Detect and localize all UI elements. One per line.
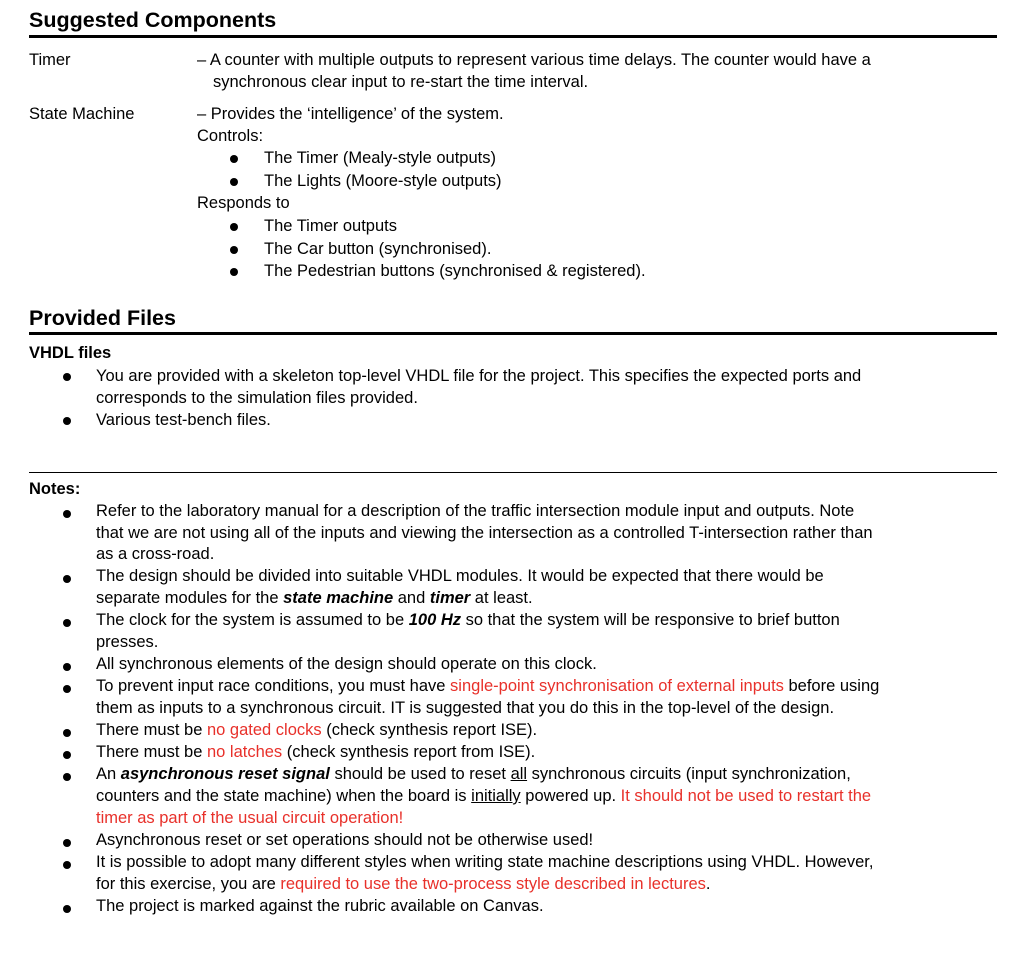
responds-item: The Timer outputs	[264, 217, 397, 235]
bullet-icon	[63, 510, 71, 518]
bullet-icon	[63, 663, 71, 671]
note-line: Asynchronous reset or set operations should not be otherwise used!	[96, 831, 594, 849]
bullet-icon	[63, 685, 71, 693]
note-line: Refer to the laboratory manual for a description of the traffic intersection module input and outputs. Note	[96, 502, 855, 520]
bullet-icon	[63, 773, 71, 781]
controls-item: The Lights (Moore-style outputs)	[264, 172, 502, 190]
bullet-icon	[63, 905, 71, 913]
provided-file-item: Various test-bench files.	[96, 411, 271, 429]
responds-label: Responds to	[197, 194, 290, 212]
note-line: There must be no latches (check synthesis report from ISE).	[96, 743, 536, 761]
note-line: timer as part of the usual circuit operation!	[96, 809, 404, 827]
bullet-icon	[63, 751, 71, 759]
bullet-icon	[63, 619, 71, 627]
bullet-icon	[230, 223, 238, 231]
provided-file-item-line2: corresponds to the simulation files provided.	[96, 389, 418, 407]
heading-rule	[29, 332, 997, 335]
note-line: for this exercise, you are required to use the two-process style described in lectures.	[96, 875, 711, 893]
bullet-icon	[63, 575, 71, 583]
note-line: presses.	[96, 633, 159, 651]
note-line: The project is marked against the rubric available on Canvas.	[96, 897, 544, 915]
responds-item: The Pedestrian buttons (synchronised & registered).	[264, 262, 646, 280]
notes-divider	[29, 472, 997, 473]
note-line: them as inputs to a synchronous circuit. IT is suggested that you do this in the top-level of the design.	[96, 699, 835, 717]
bullet-icon	[63, 861, 71, 869]
note-line: There must be no gated clocks (check synthesis report ISE).	[96, 721, 538, 739]
note-line: as a cross-road.	[96, 545, 215, 563]
state-machine-description: – Provides the ‘intelligence’ of the system.	[197, 105, 504, 123]
suggested-components-heading: Suggested Components	[29, 8, 277, 32]
note-line: To prevent input race conditions, you must have single-point synchronisation of external inputs before using	[96, 677, 880, 695]
vhdl-files-subheading: VHDL files	[29, 344, 112, 362]
timer-description-line2: synchronous clear input to re-start the time interval.	[213, 73, 589, 91]
bullet-icon	[230, 246, 238, 254]
bullet-icon	[230, 268, 238, 276]
note-line: that we are not using all of the inputs and viewing the intersection as a controlled T-intersection rather than	[96, 524, 873, 542]
state-machine-term: State Machine	[29, 105, 135, 123]
bullet-icon	[63, 729, 71, 737]
note-line: The clock for the system is assumed to be 100 Hz so that the system will be responsive to brief button	[96, 611, 840, 629]
note-line: separate modules for the state machine and timer at least.	[96, 589, 533, 607]
provided-files-heading: Provided Files	[29, 306, 176, 330]
controls-label: Controls:	[197, 127, 264, 145]
bullet-icon	[230, 178, 238, 186]
controls-item: The Timer (Mealy-style outputs)	[264, 149, 496, 167]
note-line: counters and the state machine) when the board is initially powered up. It should not be used to restart the	[96, 787, 872, 805]
note-line: An asynchronous reset signal should be used to reset all synchronous circuits (input synchronization,	[96, 765, 851, 783]
provided-file-item-line1: You are provided with a skeleton top-level VHDL file for the project. This specifies the expected ports and	[96, 367, 862, 385]
notes-heading: Notes:	[29, 480, 81, 498]
timer-description-line1: – A counter with multiple outputs to represent various time delays. The counter would have a	[197, 51, 871, 69]
bullet-icon	[63, 839, 71, 847]
bullet-icon	[63, 417, 71, 425]
timer-term: Timer	[29, 51, 71, 69]
bullet-icon	[230, 155, 238, 163]
note-line: All synchronous elements of the design should operate on this clock.	[96, 655, 597, 673]
bullet-icon	[63, 373, 71, 381]
responds-item: The Car button (synchronised).	[264, 240, 492, 258]
heading-rule	[29, 35, 997, 38]
note-line: It is possible to adopt many different styles when writing state machine descriptions using VHDL. However,	[96, 853, 874, 871]
note-line: The design should be divided into suitable VHDL modules. It would be expected that there would be	[96, 567, 824, 585]
